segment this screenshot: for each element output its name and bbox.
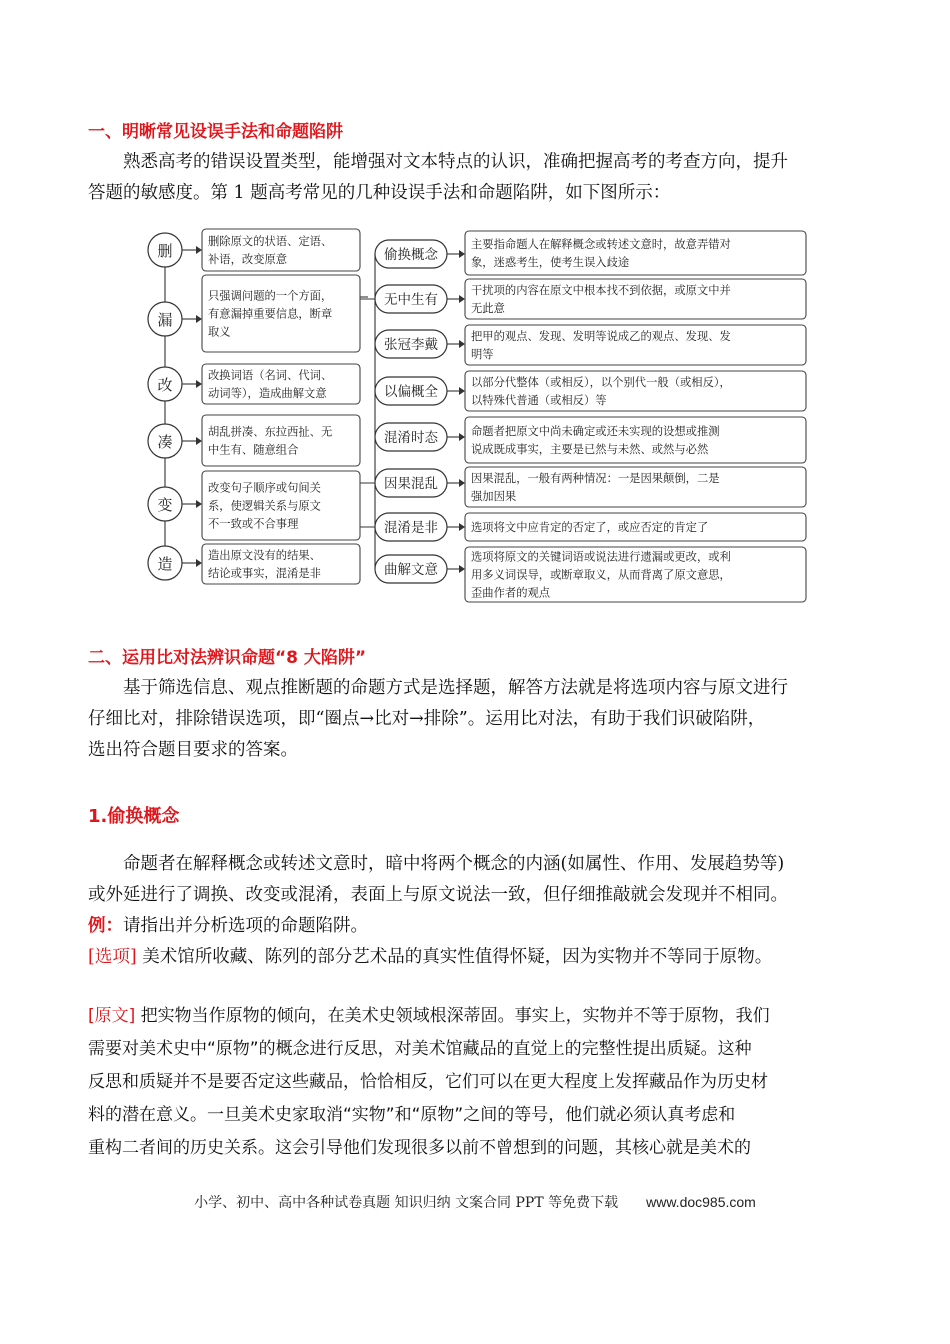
trap-desc-text: 因果混乱，一般有两种情况：一是因果颠倒，二是: [471, 472, 720, 485]
method-arrowhead: [196, 437, 202, 445]
trap-desc-text: 象，迷惑考生，使考生误入歧途: [471, 256, 630, 269]
connector-lines: [360, 299, 375, 527]
section2-line-3: 选出符合题目要求的答案。: [88, 740, 298, 760]
example-text: 请指出并分析选项的命题陷阱。: [123, 916, 368, 936]
method-arrowhead: [196, 246, 202, 254]
trap-arrowhead: [459, 250, 465, 258]
method-desc-text: 改换词语（名词、代词、: [208, 369, 333, 382]
method-char: 造: [157, 555, 173, 573]
trap-diagram: [138, 224, 818, 606]
method-char: 漏: [157, 311, 173, 329]
trap-name: 偷换概念: [384, 247, 438, 263]
trap-desc-text: 干扰项的内容在原文中根本找不到依据，或原文中并: [471, 284, 731, 297]
trap-desc-text: 说成既成事实，主要是已然与未然、或然与必然: [471, 443, 709, 456]
original-line-1: 把实物当作原物的倾向，在美术史领域根深蒂固。事实上，实物并不等于原物，我们: [135, 1006, 770, 1026]
section1-line-2: 答题的敏感度。第 1 题高考常见的几种设误手法和命题陷阱，如下图所示：: [88, 183, 671, 203]
trap-desc-text: 把甲的观点、发现、发明等说成乙的观点、发现、发: [471, 330, 731, 343]
trap-name: 张冠李戴: [384, 337, 438, 353]
section2-title: 二、运用比对法辨识命题“8 大陷阱”: [88, 648, 367, 668]
method-desc-box: [202, 415, 360, 466]
trap-arrowhead: [459, 340, 465, 348]
sub1-line-2: 或外延进行了调换、改变或混淆，表面上与原文说法一致，但仔细推敲就会发现并不相同。: [88, 885, 788, 905]
method-arrowhead: [196, 380, 202, 388]
trap-arrowhead: [459, 433, 465, 441]
trap-name: 以偏概全: [384, 384, 438, 400]
trap-desc-box: [465, 417, 806, 463]
original-line-5: 重构二者间的历史关系。这会引导他们发现很多以前不曾想到的问题，其核心就是美术的: [88, 1138, 751, 1158]
trap-name: 混淆时态: [384, 430, 438, 446]
original-line-2: 需要对美术史中“原物”的概念进行反思，对美术馆藏品的直觉上的完整性提出质疑。这种: [88, 1039, 752, 1059]
trap-desc-text: 主要指命题人在解释概念或转述文意时，故意弄错对: [471, 238, 731, 251]
footer-text: 小学、初中、高中各种试卷真题 知识归纳 文案合同 PPT 等免费下载: [194, 1195, 619, 1211]
subsection1-paragraph: [88, 849, 870, 973]
trap-arrowhead: [459, 479, 465, 487]
trap-arrowhead: [459, 523, 465, 531]
trap-desc-text: 选项将原文的关键词语或说法进行遗漏或更改，或利: [471, 550, 731, 564]
trap-name: 混淆是非: [384, 520, 438, 536]
method-char: 凑: [157, 433, 173, 451]
method-desc-text: 胡乱拼凑、东拉西扯、无: [208, 425, 333, 439]
method-desc-text: 不一致或不合事理: [208, 517, 299, 531]
section1-title: 一、明晰常见设误手法和命题陷阱: [88, 122, 343, 142]
method-desc-text: 动词等），造成曲解文意: [208, 387, 327, 400]
trap-desc-text: 以特殊代普通（或相反）等: [471, 394, 607, 407]
option-label: [选项]: [88, 947, 137, 967]
method-desc-text: 改变句子顺序或句间关: [208, 481, 321, 495]
method-char: 变: [157, 496, 173, 514]
trap-desc-text: 选项将文中应肯定的否定了，或应否定的肯定了: [471, 521, 709, 534]
trap-desc-text: 歪曲作者的观点: [471, 586, 551, 600]
trap-desc-text: 无此意: [471, 302, 505, 315]
original-passage: [88, 1000, 870, 1165]
method-desc-text: 删除原文的状语、定语、: [208, 235, 333, 248]
trap-desc-text: 明等: [471, 348, 494, 361]
trap-arrowhead: [459, 295, 465, 303]
method-arrowhead: [196, 559, 202, 567]
trap-name: 无中生有: [384, 292, 438, 308]
method-desc-text: 中生有、随意组合: [208, 443, 299, 457]
method-desc-text: 取义: [208, 325, 231, 339]
subsection1-title: 1.偷换概念: [88, 806, 180, 827]
section2-line-1: 基于筛选信息、观点推断题的命题方式是选择题，解答方法就是将选项内容与原文进行: [123, 678, 788, 698]
section2-paragraph: [88, 673, 870, 766]
method-char: 删: [157, 242, 173, 260]
method-desc-text: 系，使逻辑关系与原文: [208, 499, 321, 513]
trap-desc-text: 强加因果: [471, 490, 517, 503]
method-desc-text: 结论或事实，混淆是非: [208, 567, 321, 580]
trap-desc-text: 以部分代整体（或相反），以个别代一般（或相反），: [471, 376, 731, 389]
section1-line-1: 熟悉高考的错误设置类型，能增强对文本特点的认识，准确把握高考的考查方向，提升: [123, 152, 788, 172]
method-desc-text: 有意漏掉重要信息，断章: [208, 307, 333, 321]
trap-name: 曲解文意: [384, 562, 438, 578]
method-arrowhead: [196, 500, 202, 508]
page-footer: [0, 1192, 950, 1212]
method-desc-text: 只强调问题的一个方面，: [208, 289, 333, 303]
section1-paragraph: [88, 147, 870, 209]
trap-desc-text: 命题者把原文中尚未确定或还未实现的设想或推测: [471, 425, 720, 438]
option-text: 美术馆所收藏、陈列的部分艺术品的真实性值得怀疑，因为实物并不等同于原物。: [136, 947, 773, 967]
original-label: [原文]: [88, 1006, 136, 1026]
original-line-4: 料的潜在意义。一旦美术史家取消“实物”和“原物”之间的等号，他们就必须认真考虑和: [88, 1105, 736, 1125]
section2-line-2: 仔细比对，排除错误选项，即“圈点→比对→排除”。运用比对法，有助于我们识破陷阱，: [88, 709, 766, 729]
example-label: 例：: [88, 916, 123, 936]
trap-desc-text: 用多义词误导，或断章取义，从而背离了原文意思，: [471, 568, 731, 582]
trap-arrowhead: [459, 387, 465, 395]
original-line-3: 反思和质疑并不是要否定这些藏品，恰恰相反，它们可以在更大程度上发挥藏品作为历史材: [88, 1072, 768, 1092]
sub1-line-1: 命题者在解释概念或转述文意时，暗中将两个概念的内涵(如属性、作用、发展趋势等): [123, 854, 785, 874]
method-desc-text: 造出原文没有的结果、: [208, 549, 321, 562]
method-desc-text: 补语，改变原意: [208, 253, 288, 266]
trap-name: 因果混乱: [384, 476, 438, 492]
trap-arrowhead: [459, 565, 465, 573]
method-arrowhead: [196, 315, 202, 323]
footer-url: www.doc985.com: [646, 1194, 756, 1210]
method-char: 改: [157, 376, 173, 394]
